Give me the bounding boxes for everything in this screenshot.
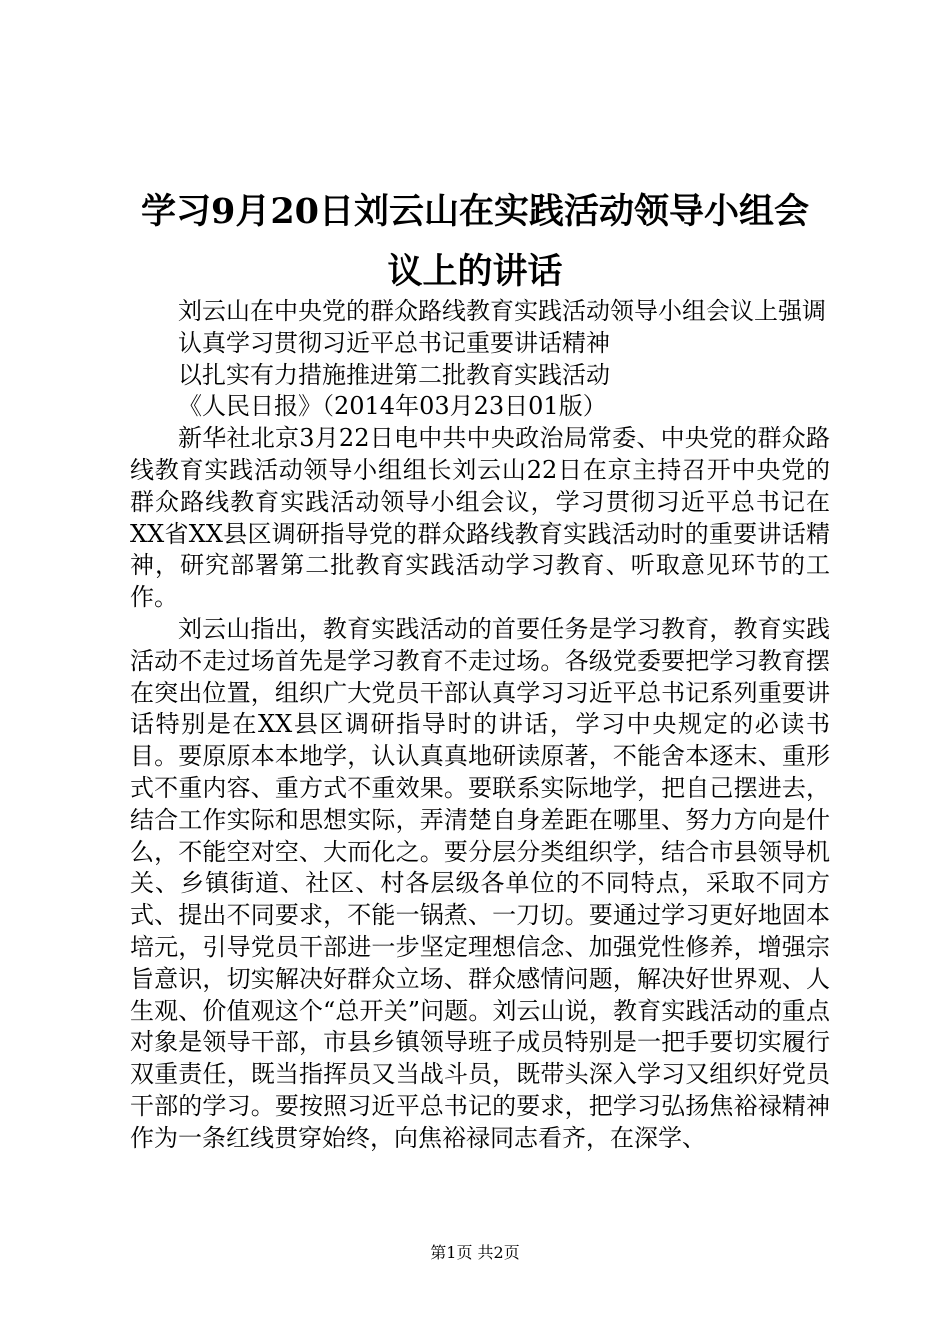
paragraph-source: 《人民日报》（2014年03月23日01版） — [178, 392, 607, 421]
title-line-2: 议上的讲话 — [387, 251, 563, 292]
paragraph-headline-2: 以扎实有力措施推进第二批教育实践活动 — [178, 360, 610, 389]
paragraph-headline-1: 认真学习贯彻习近平总书记重要讲话精神 — [178, 328, 610, 357]
paragraph-body: 新华社北京3月22日电中共中央政治局常委、中央党的群众路线教育实践活动领导小组组长刘云山22日在京主持召开中央党的群众路线教育实践活动领导小组会议，学习贯彻习近平总书记在XX省XX县区调研指导党的群众路线教育实践活动时的重要讲话精神，研究部署第二批教育实践活动学习教育、听取意见环节的工作。 — [130, 424, 830, 612]
paragraph-body: 刘云山指出，教育实践活动的首要任务是学习教育，教育实践活动不走过场首先是学习教育不走过场。各级党委要把学习教育摆在突出位置，组织广大党员干部认真学习习近平总书记系列重要讲话特别是在XX县区调研指导时的讲话，学习中央规定的必读书目。要原原本本地学，认认真真地研读原著，不能舍本逐末、重形式不重内容、重方式不重效果。要联系实际地学，把自己摆进去，结合工作实际和思想实际，弄清楚自身差距在哪里、努力方向是什么，不能空对空、大而化之。要分层分类组织学，结合市县领导机关、乡镇街道、社区、村各层级各单位的不同特点，采取不同方式、提出不同要求，不能一锅煮、一刀切。要通过学习更好地固本培元，引导党员干部进一步坚定理想信念、加强党性修养，增强宗旨意识，切实解决好群众立场、群众感情问题，解决好世界观、人生观、价值观这个“总开关”问题。刘云山说，教育实践活动的重点对象是领导干部，市县乡镇领导班子成员特别是一把手要切实履行双重责任，既当指挥员又当战斗员，既带头深入学习又组织好党员干部的学习。要按照习近平总书记的要求，把学习弘扬焦裕禄精神作为一条红线贯穿始终，向焦裕禄同志看齐，在深学、 — [130, 614, 830, 1152]
document-body — [130, 296, 830, 1155]
title-line-1: 学习9月20日刘云山在实践活动领导小组会 — [140, 191, 810, 232]
paragraph-subtitle: 刘云山在中央党的群众路线教育实践活动领导小组会议上强调 — [178, 297, 826, 325]
document-title — [0, 182, 950, 302]
page-footer: 第1页 共2页 — [430, 1243, 520, 1262]
